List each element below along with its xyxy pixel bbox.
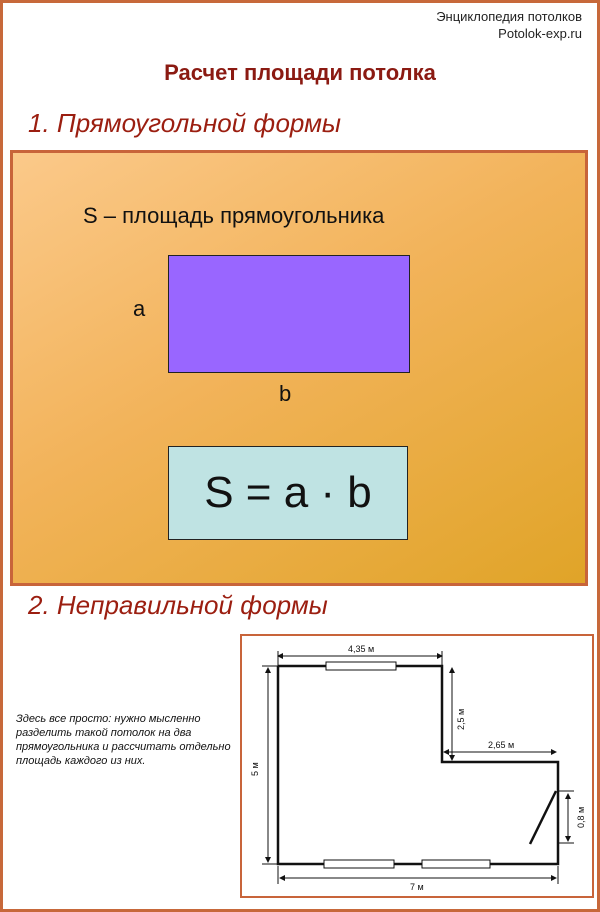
page-title: Расчет площади потолка [164, 60, 436, 85]
brand-name: Энциклопедия потолков [436, 9, 582, 24]
rectangle-shape [168, 255, 410, 373]
section-rectangular-heading: 1. Прямоугольной формы [28, 108, 342, 138]
floor-plan-drawing [242, 636, 592, 896]
section-irregular-heading: 2. Неправильной формы [28, 590, 328, 620]
irregular-note: Здесь все просто: нужно мысленно разделить такой потолок на два прямоугольника и рассчитать отдельно площадь каждого из них. [16, 713, 231, 767]
floor-plan [240, 634, 594, 898]
side-a-label: a [133, 296, 146, 321]
brand-site: Potolok-exp.ru [498, 26, 582, 41]
dim-bottom-label: 7 м [410, 882, 424, 892]
side-b-label: b [279, 381, 292, 406]
dim-step-v-label: 2,5 м [456, 708, 466, 730]
dim-step-h-label: 2,65 м [488, 740, 515, 750]
window-top [326, 662, 396, 670]
site-brand [436, 8, 582, 42]
rectangle-panel [10, 150, 588, 586]
window-bottom-left [324, 860, 394, 868]
area-definition: S – площадь прямоугольника [83, 203, 385, 228]
area-formula: S = a · b [168, 446, 408, 540]
angled-wall [530, 791, 556, 844]
room-outline [278, 666, 558, 864]
dim-right-small-label: 0,8 м [576, 806, 586, 828]
window-bottom-right [422, 860, 490, 868]
dim-left-label: 5 м [250, 762, 260, 776]
dim-top-label: 4,35 м [348, 644, 375, 654]
